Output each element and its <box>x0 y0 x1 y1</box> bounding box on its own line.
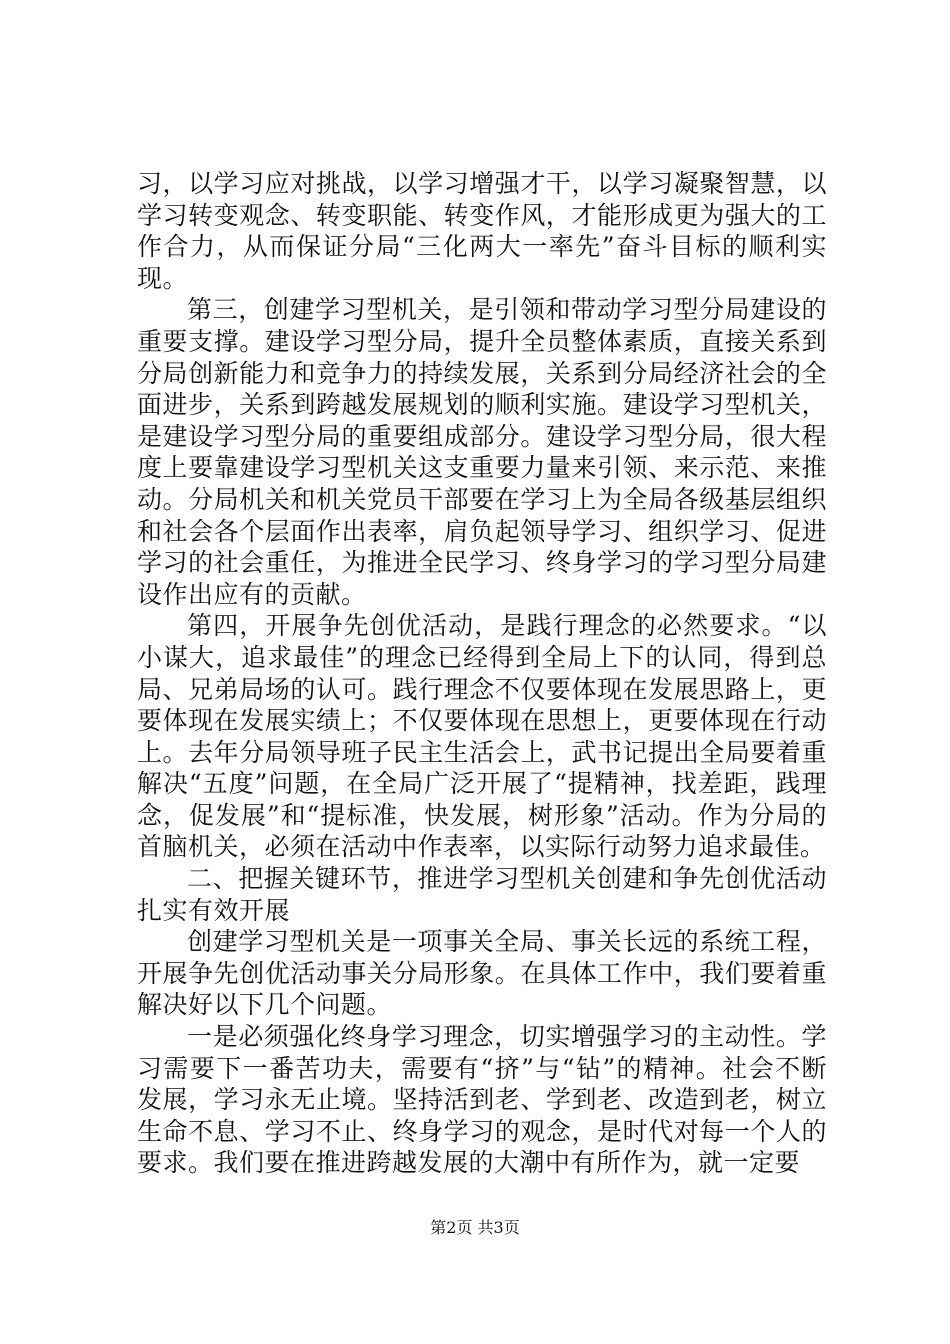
paragraph-5: 一是必须强化终身学习理念，切实增强学习的主动性。学习需要下一番苦功夫，需要有“挤”与“钻”的精神。社会不断发展，学习永无止境。坚持活到老、学到老、改造到老，树立生命不息、学习不止、终身学习的观念，是时代对每一个人的要求。我们要在推进跨越发展的大潮中有所作为，就一定要 <box>137 1022 827 1178</box>
section-heading: 二、把握关键环节，推进学习型机关创建和争先创优活动扎实有效开展 <box>137 864 827 925</box>
paragraph-4: 创建学习型机关是一项事关全局、事关长远的系统工程，开展争先创优活动事关分局形象。在具体工作中，我们要着重解决好以下几个问题。 <box>137 927 827 1020</box>
paragraph-2: 第三，创建学习型机关，是引领和带动学习型分局建设的重要支撑。建设学习型分局，提升全员整体素质，直接关系到分局创新能力和竞争力的持续发展，关系到分局经济社会的全面进步，关系到跨越发展规划的顺利实施。建设学习型机关，是建设学习型分局的重要组成部分。建设学习型分局，很大程度上要靠建设学习型机关这支重要力量来引领、来示范、来推动。分局机关和机关党员干部要在学习上为全局各级基层组织和社会各个层面作出表率，肩负起领导学习、组织学习、促进学习的社会重任，为推进全民学习、终身学习的学习型分局建设作出应有的贡献。 <box>137 295 827 609</box>
page-footer: 第2页 共3页 <box>430 1218 520 1237</box>
paragraph-3: 第四，开展争先创优活动，是践行理念的必然要求。“以小谋大，追求最佳”的理念已经得到全局上下的认同，得到总局、兄弟局场的认可。践行理念不仅要体现在发展思路上，更要体现在发展实绩上；不仅要体现在思想上，更要体现在行动上。去年分局领导班子民主生活会上，武书记提出全局要着重解决“五度”问题，在全局广泛开展了“提精神，找差距，践理念，促发展”和“提标准，快发展，树形象”活动。作为分局的首脑机关，必须在活动中作表率，以实际行动努力追求最佳。 <box>137 611 827 862</box>
document-body <box>137 168 827 1179</box>
paragraph-1: 习，以学习应对挑战，以学习增强才干，以学习凝聚智慧，以学习转变观念、转变职能、转变作风，才能形成更为强大的工作合力，从而保证分局“三化两大一率先”奋斗目标的顺利实现。 <box>137 169 827 293</box>
